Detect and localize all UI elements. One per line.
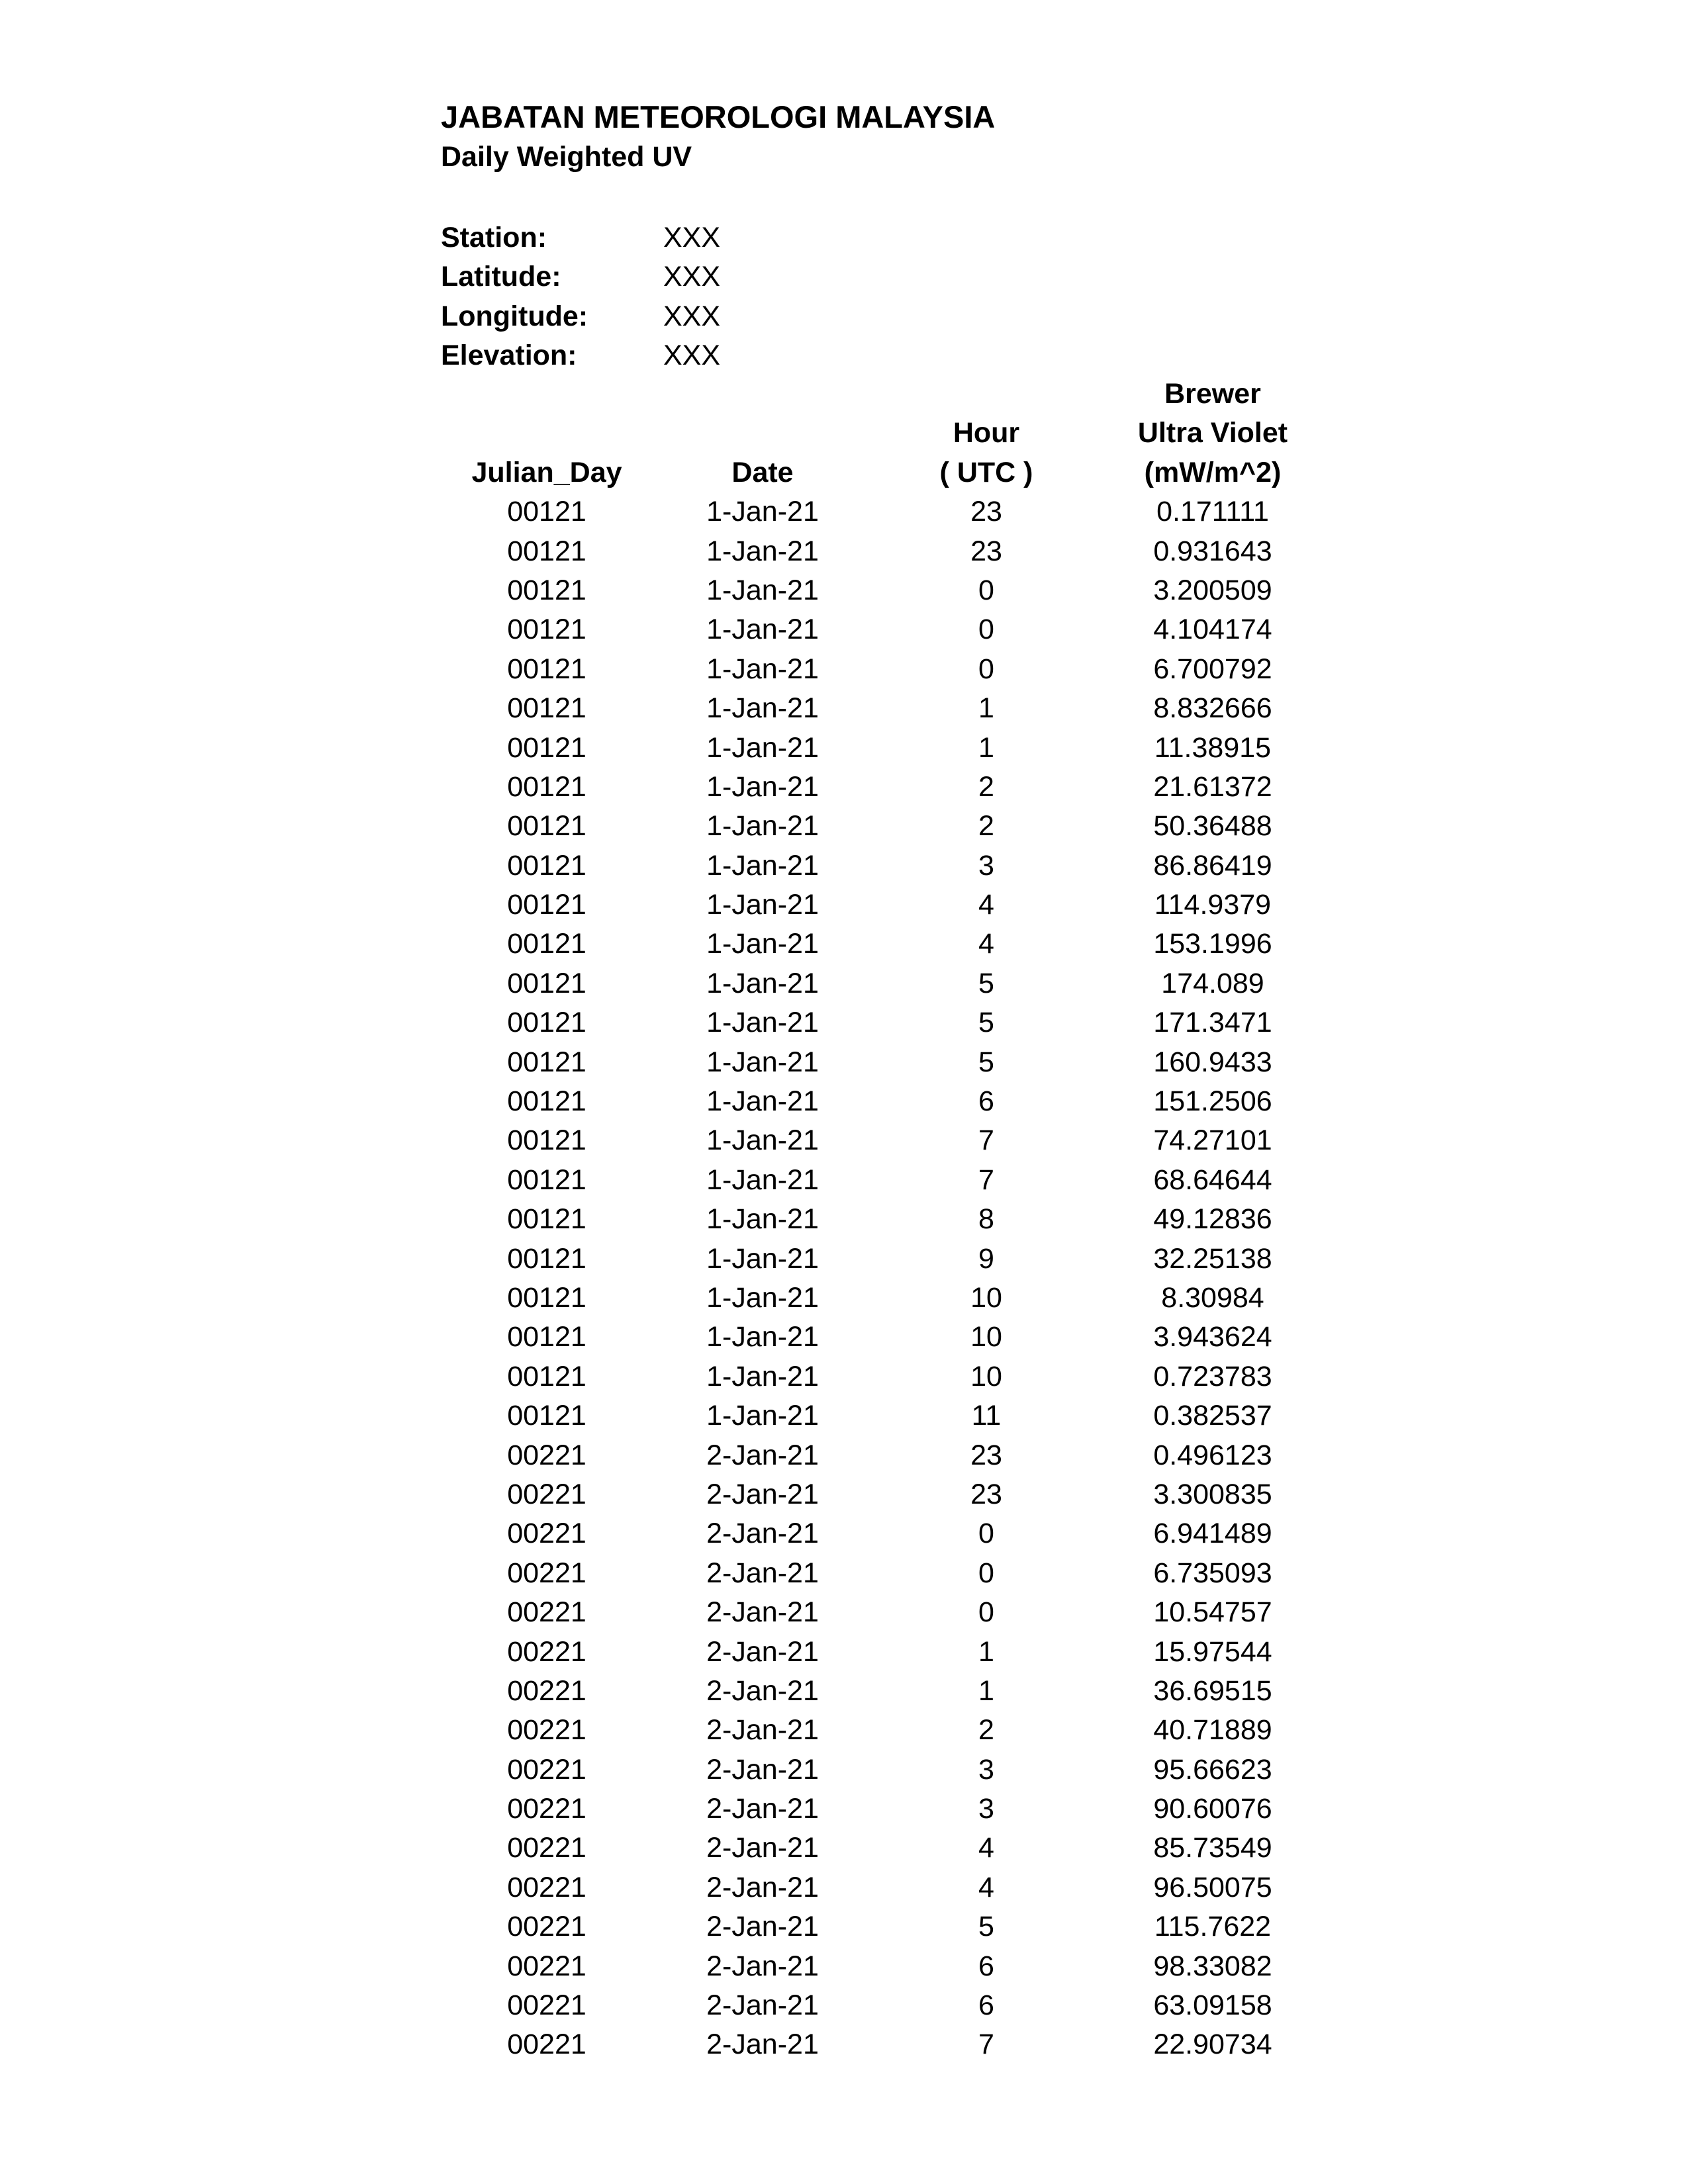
table-row <box>441 689 1325 728</box>
date-cell: 2-Jan-21 <box>706 1989 819 2022</box>
date-cell: 2-Jan-21 <box>706 1911 819 1943</box>
hour-cell: 1 <box>978 692 994 725</box>
table-row <box>441 886 1325 925</box>
uv-value-cell: 6.735093 <box>1153 1557 1272 1589</box>
uv-value-cell: 22.90734 <box>1153 2028 1272 2061</box>
uv-value-cell: 171.3471 <box>1153 1007 1272 1039</box>
uv-value-cell: 3.943624 <box>1153 1321 1272 1353</box>
julian-day-cell: 00121 <box>507 535 586 567</box>
julian-day-cell: 00121 <box>507 692 586 725</box>
uv-value-cell: 8.30984 <box>1161 1281 1264 1314</box>
table-row <box>441 1593 1325 1632</box>
hour-cell: 6 <box>978 1085 994 1118</box>
date-cell: 1-Jan-21 <box>706 810 819 842</box>
julian-day-cell: 00121 <box>507 614 586 646</box>
date-cell: 2-Jan-21 <box>706 1518 819 1550</box>
date-cell: 1-Jan-21 <box>706 928 819 960</box>
date-cell: 2-Jan-21 <box>706 1635 819 1668</box>
date-cell: 2-Jan-21 <box>706 1793 819 1825</box>
uv-value-cell: 0.723783 <box>1153 1360 1272 1392</box>
uv-value-cell: 86.86419 <box>1153 849 1272 882</box>
julian-day-cell: 00121 <box>507 1400 586 1432</box>
table-row <box>441 1475 1325 1514</box>
uv-value-cell: 114.9379 <box>1154 889 1272 921</box>
date-cell: 1-Jan-21 <box>706 1124 819 1157</box>
date-cell: 1-Jan-21 <box>706 967 819 999</box>
uv-value-cell: 3.300835 <box>1153 1478 1272 1510</box>
table-row <box>441 1514 1325 1553</box>
date-cell: 1-Jan-21 <box>706 1007 819 1039</box>
date-cell: 2-Jan-21 <box>706 1439 819 1471</box>
hour-cell: 23 <box>970 496 1002 528</box>
uv-value-cell: 115.7622 <box>1154 1911 1272 1943</box>
julian-day-cell: 00121 <box>507 810 586 842</box>
longitude-value: XXX <box>663 300 721 332</box>
julian-day-cell: 00221 <box>507 1635 586 1668</box>
elevation-label: Elevation: <box>441 340 577 372</box>
hour-cell: 0 <box>978 1557 994 1589</box>
date-cell: 2-Jan-21 <box>706 1871 819 1903</box>
hour-cell: 4 <box>978 889 994 921</box>
table-row <box>441 1003 1325 1042</box>
table-row <box>441 1711 1325 1750</box>
julian-day-cell: 00121 <box>507 731 586 764</box>
date-cell: 2-Jan-21 <box>706 2028 819 2061</box>
uv-value-cell: 15.97544 <box>1153 1635 1272 1668</box>
julian-day-cell: 00121 <box>507 849 586 882</box>
hour-cell: 10 <box>970 1281 1002 1314</box>
table-row <box>441 1554 1325 1593</box>
date-cell: 1-Jan-21 <box>706 692 819 725</box>
date-cell: 1-Jan-21 <box>706 1321 819 1353</box>
hour-cell: 0 <box>978 614 994 646</box>
hour-cell: 1 <box>978 1635 994 1668</box>
table-row <box>441 1200 1325 1239</box>
uv-value-cell: 95.66623 <box>1153 1753 1272 1786</box>
date-cell: 1-Jan-21 <box>706 731 819 764</box>
julian-day-header: Julian_Day <box>471 456 622 488</box>
uv-value-cell: 21.61372 <box>1153 770 1272 803</box>
hour-cell: 10 <box>970 1360 1002 1392</box>
table-row <box>441 1161 1325 1200</box>
uv-value-cell: 11.38915 <box>1154 731 1272 764</box>
uv-value-cell: 90.60076 <box>1153 1793 1272 1825</box>
uv-value-cell: 49.12836 <box>1153 1203 1272 1236</box>
julian-day-cell: 00221 <box>507 1950 586 1982</box>
elevation-row <box>441 336 720 375</box>
uv-value-cell: 3.200509 <box>1153 574 1272 606</box>
table-header-line-3 <box>441 453 1325 492</box>
uv-value-cell: 0.171111 <box>1156 496 1269 528</box>
hour-cell: 8 <box>978 1203 994 1236</box>
hour-cell: 2 <box>978 770 994 803</box>
julian-day-cell: 00121 <box>507 889 586 921</box>
date-cell: 2-Jan-21 <box>706 1832 819 1864</box>
hour-cell: 5 <box>978 1046 994 1078</box>
julian-day-cell: 00221 <box>507 1557 586 1589</box>
table-row <box>441 492 1325 531</box>
date-header: Date <box>731 456 794 488</box>
uv-value-cell: 98.33082 <box>1153 1950 1272 1982</box>
date-cell: 1-Jan-21 <box>706 1203 819 1236</box>
uv-value-cell: 63.09158 <box>1153 1989 1272 2022</box>
hour-cell: 6 <box>978 1989 994 2022</box>
hour-cell: 9 <box>978 1242 994 1275</box>
uv-value-cell: 160.9433 <box>1153 1046 1272 1078</box>
uv-value-cell: 32.25138 <box>1153 1242 1272 1275</box>
hour-cell: 7 <box>978 1163 994 1196</box>
julian-day-cell: 00221 <box>507 1439 586 1471</box>
julian-day-cell: 00221 <box>507 1753 586 1786</box>
table-row <box>441 1043 1325 1082</box>
hour-cell: 4 <box>978 1832 994 1864</box>
table-row <box>441 1240 1325 1279</box>
uv-value-cell: 96.50075 <box>1153 1871 1272 1903</box>
uv-value-cell: 174.089 <box>1161 967 1264 999</box>
table-row <box>441 1986 1325 2025</box>
julian-day-cell: 00221 <box>507 1596 586 1629</box>
uv-value-cell: 0.382537 <box>1153 1400 1272 1432</box>
hour-header-line-1: Hour <box>953 417 1020 449</box>
hour-header-line-2: ( UTC ) <box>939 456 1033 488</box>
julian-day-cell: 00121 <box>507 653 586 685</box>
table-row <box>441 1947 1325 1986</box>
julian-day-cell: 00221 <box>507 2028 586 2061</box>
table-row <box>441 610 1325 649</box>
table-row <box>441 846 1325 886</box>
hour-cell: 6 <box>978 1950 994 1982</box>
uv-value-cell: 0.496123 <box>1153 1439 1272 1471</box>
station-value: XXX <box>663 222 721 253</box>
julian-day-cell: 00121 <box>507 1163 586 1196</box>
hour-cell: 3 <box>978 1793 994 1825</box>
julian-day-cell: 00121 <box>507 1007 586 1039</box>
uv-value-cell: 68.64644 <box>1153 1163 1272 1196</box>
table-row <box>441 925 1325 964</box>
table-row <box>441 729 1325 768</box>
hour-cell: 7 <box>978 1124 994 1157</box>
julian-day-cell: 00221 <box>507 1674 586 1707</box>
date-cell: 1-Jan-21 <box>706 1046 819 1078</box>
table-row <box>441 1907 1325 1946</box>
date-cell: 1-Jan-21 <box>706 1085 819 1118</box>
hour-cell: 1 <box>978 1674 994 1707</box>
table-body <box>441 492 1325 2065</box>
julian-day-cell: 00121 <box>507 1203 586 1236</box>
uv-value-cell: 8.832666 <box>1153 692 1272 725</box>
julian-day-cell: 00121 <box>507 1321 586 1353</box>
table-row <box>441 964 1325 1003</box>
longitude-row <box>441 297 720 336</box>
hour-cell: 23 <box>970 535 1002 567</box>
latitude-value: XXX <box>663 261 721 293</box>
date-cell: 2-Jan-21 <box>706 1557 819 1589</box>
table-row <box>441 532 1325 571</box>
date-cell: 2-Jan-21 <box>706 1674 819 1707</box>
date-cell: 2-Jan-21 <box>706 1478 819 1510</box>
date-cell: 1-Jan-21 <box>706 1400 819 1432</box>
hour-cell: 3 <box>978 849 994 882</box>
document-title: JABATAN METEOROLOGI MALAYSIA <box>441 99 996 134</box>
table-row <box>441 1436 1325 1475</box>
date-cell: 2-Jan-21 <box>706 1950 819 1982</box>
date-cell: 1-Jan-21 <box>706 653 819 685</box>
hour-cell: 11 <box>971 1400 1002 1432</box>
uv-value-cell: 0.931643 <box>1153 535 1272 567</box>
table-row <box>441 1121 1325 1160</box>
uv-value-cell: 50.36488 <box>1153 810 1272 842</box>
date-cell: 1-Jan-21 <box>706 1281 819 1314</box>
julian-day-cell: 00121 <box>507 967 586 999</box>
table-row <box>441 1633 1325 1672</box>
uv-value-cell: 6.941489 <box>1153 1518 1272 1550</box>
julian-day-cell: 00221 <box>507 1793 586 1825</box>
julian-day-cell: 00121 <box>507 770 586 803</box>
station-metadata <box>441 218 720 376</box>
date-cell: 1-Jan-21 <box>706 496 819 528</box>
uv-header-line-3: (mW/m^2) <box>1144 456 1282 488</box>
longitude-label: Longitude: <box>441 300 588 332</box>
julian-day-cell: 00221 <box>507 1989 586 2022</box>
uv-value-cell: 10.54757 <box>1153 1596 1272 1629</box>
date-cell: 2-Jan-21 <box>706 1753 819 1786</box>
hour-cell: 5 <box>978 1911 994 1943</box>
table-row <box>441 1829 1325 1868</box>
table-row <box>441 1318 1325 1357</box>
julian-day-cell: 00121 <box>507 574 586 606</box>
date-cell: 1-Jan-21 <box>706 889 819 921</box>
date-cell: 2-Jan-21 <box>706 1596 819 1629</box>
hour-cell: 0 <box>978 574 994 606</box>
table-header-line-2 <box>441 414 1325 453</box>
hour-cell: 23 <box>970 1478 1002 1510</box>
hour-cell: 23 <box>970 1439 1002 1471</box>
hour-cell: 2 <box>978 1714 994 1747</box>
hour-cell: 5 <box>978 1007 994 1039</box>
uv-value-cell: 4.104174 <box>1153 614 1272 646</box>
julian-day-cell: 00221 <box>507 1714 586 1747</box>
uv-value-cell: 153.1996 <box>1153 928 1272 960</box>
station-row <box>441 218 720 257</box>
hour-cell: 3 <box>978 1753 994 1786</box>
table-row <box>441 650 1325 689</box>
hour-cell: 7 <box>978 2028 994 2061</box>
julian-day-cell: 00221 <box>507 1911 586 1943</box>
table-row <box>441 807 1325 846</box>
julian-day-cell: 00121 <box>507 1360 586 1392</box>
date-cell: 1-Jan-21 <box>706 849 819 882</box>
uv-header-line-2: Ultra Violet <box>1137 417 1288 449</box>
uv-value-cell: 36.69515 <box>1153 1674 1272 1707</box>
uv-value-cell: 151.2506 <box>1153 1085 1272 1118</box>
elevation-value: XXX <box>663 340 721 372</box>
hour-cell: 4 <box>978 1871 994 1903</box>
hour-cell: 10 <box>970 1321 1002 1353</box>
julian-day-cell: 00121 <box>507 1281 586 1314</box>
julian-day-cell: 00121 <box>507 1085 586 1118</box>
julian-day-cell: 00221 <box>507 1518 586 1550</box>
date-cell: 1-Jan-21 <box>706 535 819 567</box>
julian-day-cell: 00121 <box>507 1242 586 1275</box>
table-row <box>441 1790 1325 1829</box>
hour-cell: 0 <box>978 653 994 685</box>
date-cell: 1-Jan-21 <box>706 574 819 606</box>
table-row <box>441 1357 1325 1396</box>
uv-value-cell: 74.27101 <box>1153 1124 1272 1157</box>
date-cell: 1-Jan-21 <box>706 1163 819 1196</box>
julian-day-cell: 00221 <box>507 1478 586 1510</box>
uv-header-line-1: Brewer <box>1164 378 1261 410</box>
table-row <box>441 1396 1325 1435</box>
table-row <box>441 571 1325 610</box>
station-label: Station: <box>441 222 547 253</box>
table-row <box>441 1082 1325 1121</box>
hour-cell: 0 <box>978 1518 994 1550</box>
table-row <box>441 1672 1325 1711</box>
hour-cell: 4 <box>978 928 994 960</box>
date-cell: 1-Jan-21 <box>706 770 819 803</box>
julian-day-cell: 00221 <box>507 1832 586 1864</box>
uv-value-cell: 40.71889 <box>1153 1714 1272 1747</box>
date-cell: 2-Jan-21 <box>706 1714 819 1747</box>
table-row <box>441 2025 1325 2064</box>
julian-day-cell: 00121 <box>507 496 586 528</box>
julian-day-cell: 00121 <box>507 928 586 960</box>
date-cell: 1-Jan-21 <box>706 1360 819 1392</box>
hour-cell: 0 <box>978 1596 994 1629</box>
table-row <box>441 768 1325 807</box>
hour-cell: 2 <box>978 810 994 842</box>
date-cell: 1-Jan-21 <box>706 614 819 646</box>
table-row <box>441 1279 1325 1318</box>
table-row <box>441 1751 1325 1790</box>
uv-value-cell: 85.73549 <box>1153 1832 1272 1864</box>
table-header-line-1 <box>441 375 1325 414</box>
uv-data-table <box>441 375 1325 2065</box>
latitude-row <box>441 257 720 296</box>
hour-cell: 5 <box>978 967 994 999</box>
julian-day-cell: 00221 <box>507 1871 586 1903</box>
hour-cell: 1 <box>978 731 994 764</box>
julian-day-cell: 00121 <box>507 1124 586 1157</box>
uv-value-cell: 6.700792 <box>1153 653 1272 685</box>
table-row <box>441 1868 1325 1907</box>
latitude-label: Latitude: <box>441 261 561 293</box>
date-cell: 1-Jan-21 <box>706 1242 819 1275</box>
document-subtitle: Daily Weighted UV <box>441 141 692 173</box>
julian-day-cell: 00121 <box>507 1046 586 1078</box>
